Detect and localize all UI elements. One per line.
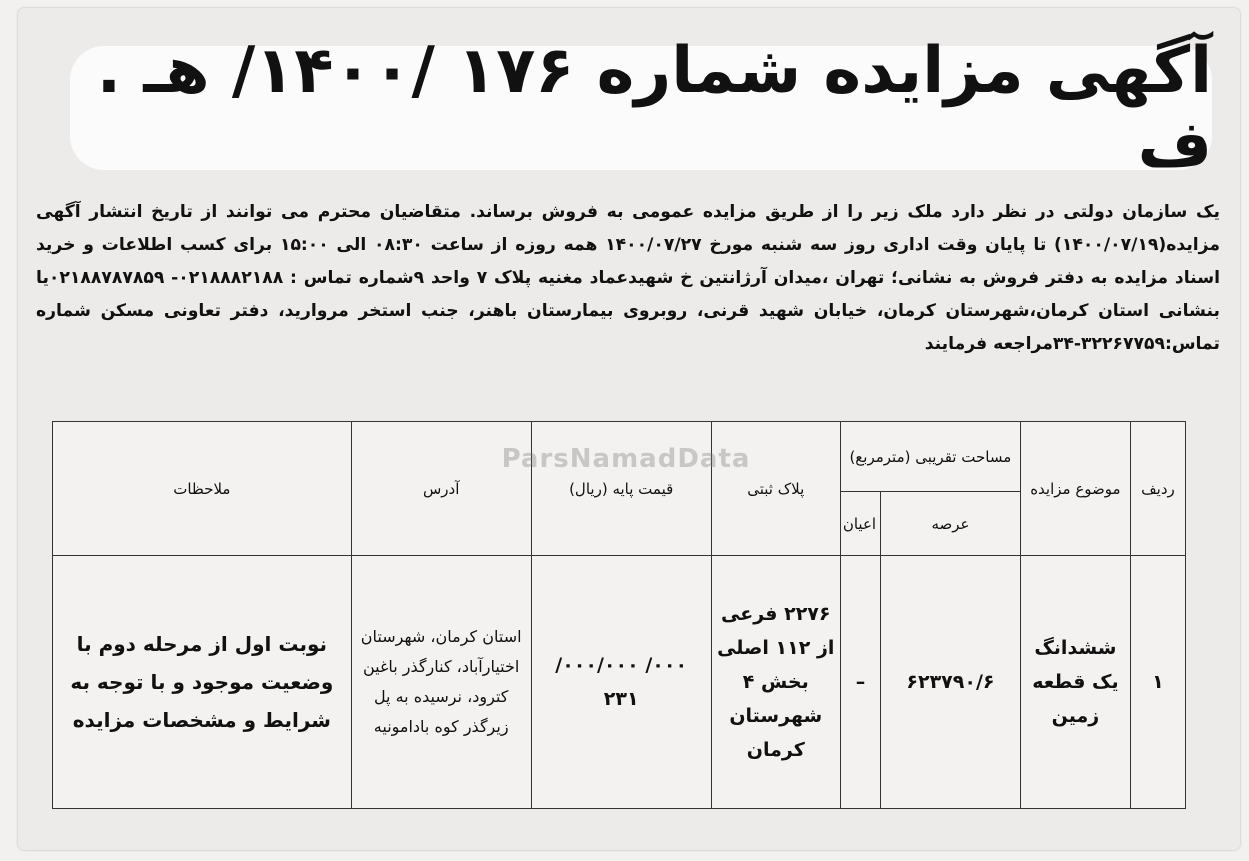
cell-notes: نوبت اول از مرحله دوم با وضعیت موجود و با توجه به شرایط و مشخصات مزایده — [53, 556, 352, 809]
header-row: ردیف — [1130, 422, 1185, 556]
cell-land: ۶۲۳۷۹۰/۶ — [881, 556, 1021, 809]
header-price: قیمت پایه (ریال) — [531, 422, 711, 556]
cell-price: ۰۰۰/ ۰۰۰/۰۰۰/ ۲۳۱ — [531, 556, 711, 809]
header-address: آدرس — [351, 422, 531, 556]
cell-building: – — [840, 556, 880, 809]
header-subject: موضوع مزایده — [1020, 422, 1130, 556]
header-land: عرصه — [881, 492, 1021, 556]
notice-title: آگهی مزایده شماره ۱۷۶ /۱۴۰۰/ هـ . ف — [96, 34, 1212, 182]
header-notes: ملاحظات — [53, 422, 352, 556]
cell-address: استان کرمان، شهرستان اختیارآباد، کنارگذر باغین کترود، نرسیده به پل زیرگذر کوه بادامونیه — [351, 556, 531, 809]
cell-row: ۱ — [1130, 556, 1185, 809]
table-row — [53, 556, 1186, 809]
header-plaque: پلاک ثبتی — [711, 422, 840, 556]
watermark: ParsNamadData — [501, 444, 751, 474]
cell-plaque: ۲۲۷۶ فرعی از ۱۱۲ اصلی بخش ۴ شهرستان کرمان — [711, 556, 840, 809]
title-banner — [70, 34, 1212, 182]
intro-paragraph: یک سازمان دولتی در نظر دارد ملک زیر را از طریق مزایده عمومی به فروش برساند. متقاضیان محترم می توانند از تاریخ انتشار آگهی مزایده(۱۴۰۰/۰۷/۱۹) تا پایان وقت اداری روز سه شنبه مورخ ۱۴۰۰/۰۷/۲۷ همه روزه از ساعت ۰۸:۳۰ الی ۱۵:۰۰ برای کسب اطلاعات و خرید اسناد مزایده به دفتر فروش به نشانی؛ تهران ،میدان آرژانتین خ شهیدعماد مغنیه پلاک ۷ واحد ۹شماره تماس : ۰۲۱۸۸۸۲۱۸۸- ۰۲۱۸۸۷۸۷۸۵۹یا بنشانی استان کرمان،شهرستان کرمان، خیابان شهید قرنی، روبروی بیمارستان باهنر، جنب استخر مروارید، دفتر تعاونی مسکن شماره تماس:۳۲۲۶۷۷۵۹-۳۴مراجعه فرمایند — [36, 202, 1220, 354]
auction-table — [52, 421, 1186, 809]
header-area: مساحت تقریبی (مترمربع) — [840, 422, 1020, 492]
cell-subject: ششدانگ یک قطعه زمین — [1020, 556, 1130, 809]
header-building: اعیان — [840, 492, 880, 556]
